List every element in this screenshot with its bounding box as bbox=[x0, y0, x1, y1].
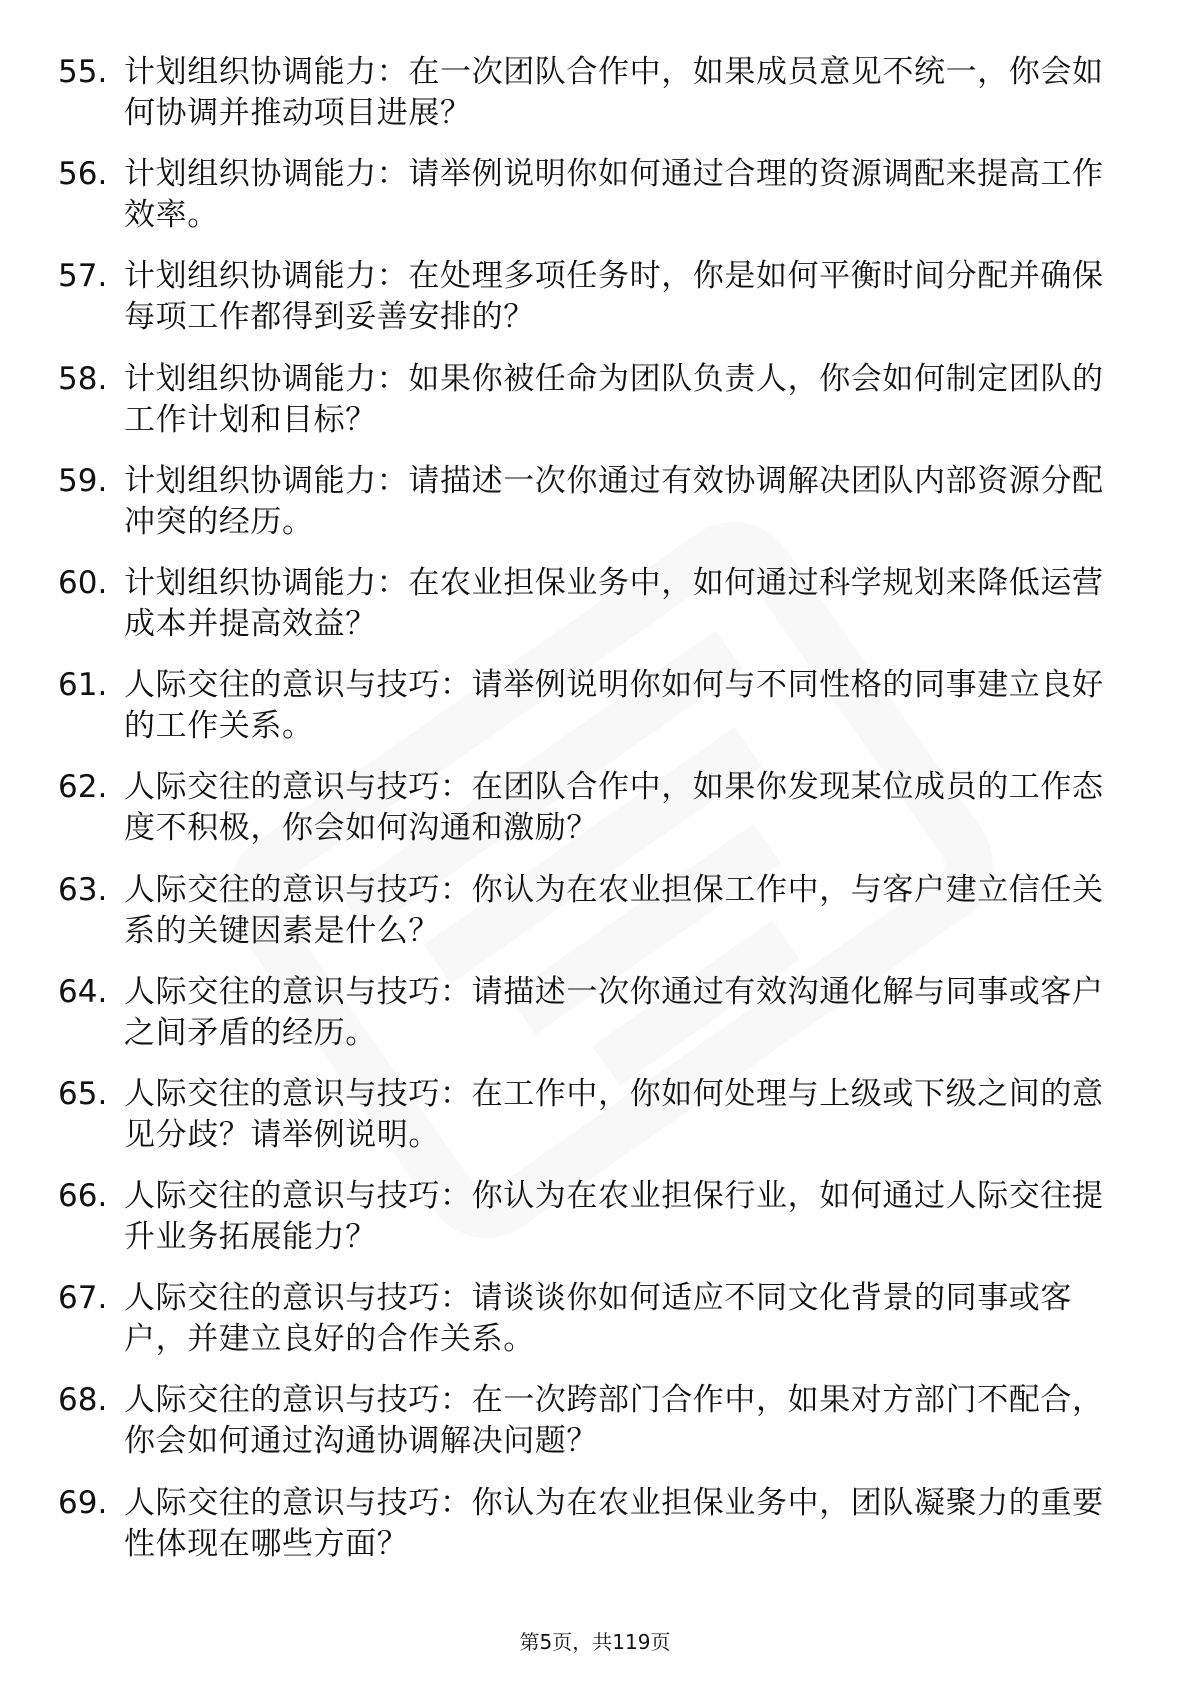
list-item bbox=[58, 461, 1118, 543]
question-text: 计划组织协调能力：请描述一次你通过有效协调解决团队内部资源分配冲突的经历。 bbox=[124, 462, 1104, 540]
question-text: 人际交往的意识与技巧：在一次跨部门合作中，如果对方部门不配合，你会如何通过沟通协调解决问题？ bbox=[124, 1382, 1104, 1460]
question-text: 人际交往的意识与技巧：在工作中，你如何处理与上级或下级之间的意见分歧？请举例说明。 bbox=[124, 1075, 1104, 1153]
list-item bbox=[58, 1483, 1118, 1565]
list-item bbox=[58, 870, 1118, 952]
question-number: 66. bbox=[58, 1178, 108, 1215]
list-item bbox=[58, 154, 1118, 236]
question-text: 计划组织协调能力：在农业担保业务中，如何通过科学规划来降低运营成本并提高效益？ bbox=[124, 564, 1104, 642]
question-number: 55. bbox=[58, 54, 108, 90]
question-page bbox=[58, 52, 1118, 1585]
question-text: 计划组织协调能力：如果你被任命为团队负责人，你会如何制定团队的工作计划和目标？ bbox=[124, 360, 1104, 438]
question-number: 58. bbox=[58, 360, 108, 397]
question-text: 计划组织协调能力：在一次团队合作中，如果成员意见不统一，你会如何协调并推动项目进展？ bbox=[124, 54, 1104, 131]
question-number: 67. bbox=[58, 1280, 108, 1317]
question-text: 人际交往的意识与技巧：请描述一次你通过有效沟通化解与同事或客户之间矛盾的经历。 bbox=[124, 973, 1104, 1051]
list-item bbox=[58, 767, 1118, 849]
question-number: 62. bbox=[58, 769, 108, 806]
page-number-label: 第5页，共119页 bbox=[519, 1630, 671, 1654]
question-text: 人际交往的意识与技巧：在团队合作中，如果你发现某位成员的工作态度不积极，你会如何沟通和激励？ bbox=[124, 769, 1104, 847]
list-item bbox=[58, 1176, 1118, 1258]
question-number: 65. bbox=[58, 1075, 108, 1112]
question-number: 68. bbox=[58, 1382, 108, 1419]
question-text: 人际交往的意识与技巧：你认为在农业担保行业，如何通过人际交往提升业务拓展能力？ bbox=[124, 1178, 1104, 1256]
question-number: 69. bbox=[58, 1484, 108, 1521]
question-text: 计划组织协调能力：请举例说明你如何通过合理的资源调配来提高工作效率。 bbox=[124, 156, 1104, 234]
list-item bbox=[58, 1278, 1118, 1360]
question-text: 人际交往的意识与技巧：请举例说明你如何与不同性格的同事建立良好的工作关系。 bbox=[124, 667, 1104, 745]
list-item bbox=[58, 665, 1118, 747]
list-item bbox=[58, 256, 1118, 338]
question-number: 60. bbox=[58, 564, 108, 601]
list-item bbox=[58, 972, 1118, 1054]
list-item bbox=[58, 563, 1118, 645]
question-text: 人际交往的意识与技巧：你认为在农业担保业务中，团队凝聚力的重要性体现在哪些方面？ bbox=[124, 1484, 1104, 1562]
question-number: 64. bbox=[58, 973, 108, 1010]
question-number: 63. bbox=[58, 871, 108, 908]
question-number: 57. bbox=[58, 258, 108, 295]
question-number: 61. bbox=[58, 667, 108, 704]
list-item bbox=[58, 1074, 1118, 1156]
list-item bbox=[58, 52, 1118, 134]
list-item bbox=[58, 1380, 1118, 1462]
question-text: 人际交往的意识与技巧：请谈谈你如何适应不同文化背景的同事或客户，并建立良好的合作关系。 bbox=[124, 1280, 1072, 1358]
list-item bbox=[58, 359, 1118, 441]
question-number: 59. bbox=[58, 462, 108, 499]
question-text: 人际交往的意识与技巧：你认为在农业担保工作中，与客户建立信任关系的关键因素是什么？ bbox=[124, 871, 1104, 949]
question-number: 56. bbox=[58, 156, 108, 193]
question-list bbox=[58, 52, 1118, 1565]
question-text: 计划组织协调能力：在处理多项任务时，你是如何平衡时间分配并确保每项工作都得到妥善安排的？ bbox=[124, 258, 1104, 336]
page-footer bbox=[0, 1630, 1190, 1654]
